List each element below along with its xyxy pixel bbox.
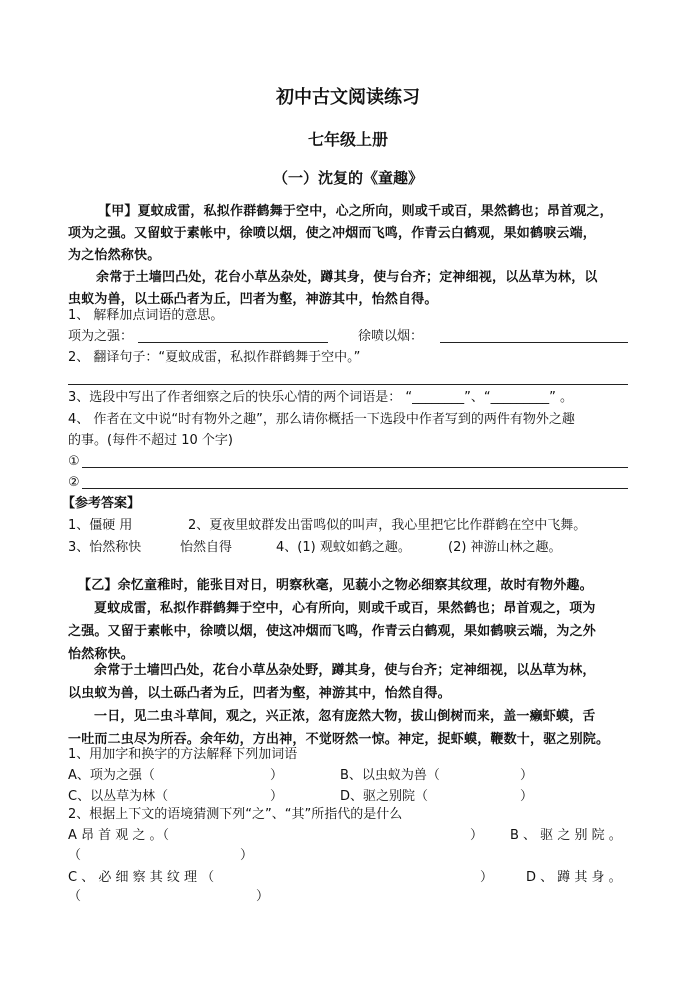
yi-q2-a: A 昂 首 观 之 。（ xyxy=(68,828,170,843)
answer-1: 1、僵硬 用 xyxy=(68,518,133,533)
yi-question-2: 2、根据上下文的语境猜测下列“之”、“其”所指代的是什么 xyxy=(68,807,403,822)
grade-subtitle: 七年级上册 xyxy=(307,130,388,149)
question-3: 3、选段中写出了作者细察之后的快乐心情的两个词语是： “________”、“_________” 。 xyxy=(68,390,573,405)
yi-passage-line: 一吐而二虫尽为所吞。余年幼，方出神，不觉呀然一惊。神定，捉虾蟆，鞭数十，驱之别院。 xyxy=(68,732,610,747)
yi-passage-line: 余常于土墙凹凸处，花台小草丛杂处野，蹲其身，使与台齐；定神细视，以丛草为林， xyxy=(94,663,596,678)
yi-q2-d: D 、 蹲 其 身 。 xyxy=(526,870,622,885)
answer-marker: ① xyxy=(68,454,80,469)
yi-passage-line: 以虫蚁为兽，以土砾凸者为丘，凹者为壑，神游其中，怡然自得。 xyxy=(68,686,451,701)
yi-q1-b-close: ） xyxy=(520,768,534,783)
answer-marker: ② xyxy=(68,475,80,490)
q1-term-a: 项为之强： xyxy=(68,329,134,344)
yi-q2-d-close: ） xyxy=(256,889,270,904)
answer-blank xyxy=(440,342,628,343)
jia-passage-line: 余常于土墙凹凸处，花台小草丛杂处，蹲其身，使与台齐；定神细视，以丛草为林，以 xyxy=(96,270,598,285)
yi-q2-b-open: （ xyxy=(68,848,82,863)
yi-passage-line: 夏蚊成雷，私拟作群鹤舞于空中，心有所向，则或千或百，果然鹤也；昂首观之，项为 xyxy=(94,601,596,616)
answer-blank xyxy=(138,342,328,343)
question-1: 1、 解释加点词语的意思。 xyxy=(68,308,224,323)
yi-q1-a: A、项为之强（ xyxy=(68,768,155,783)
answer-3b: 怡然自得 xyxy=(180,540,233,555)
question-4: 4、 作者在文中说“时有物外之趣”，那么请你概括一下选段中作者写到的两件有物外之趣 xyxy=(68,412,575,427)
jia-passage-line: 【甲】夏蚊成雷，私拟作群鹤舞于空中，心之所向，则或千或百，果然鹤也；昂首观之， xyxy=(98,204,613,219)
answer-2: 2、夏夜里蚊群发出雷鸣似的叫声，我心里把它比作群鹤在空中飞舞。 xyxy=(188,518,587,533)
yi-q1-b: B、以虫蚁为兽（ xyxy=(340,768,440,783)
yi-passage-line: 之强。又留于素帐中，徐喷以烟，使这冲烟而飞鸣，作青云白鹤观，果如鹤唳云端，为之外 xyxy=(68,624,597,639)
yi-q1-d: D、驱之别院（ xyxy=(340,789,429,804)
yi-q1-c-close: ） xyxy=(270,789,284,804)
question-2: 2、 翻译句子：“夏蚊成雷，私拟作群鹤舞于空中。” xyxy=(68,350,361,365)
question-4-cont: 的事。(每件不超过 10 个字) xyxy=(68,433,233,448)
answers-heading: 【参考答案】 xyxy=(62,496,141,511)
jia-passage-line: 为之怡然称快。 xyxy=(68,248,161,263)
yi-q1-a-close: ） xyxy=(270,768,284,783)
yi-question-1: 1、用加字和换字的方法解释下列加词语 xyxy=(68,747,298,762)
q1-term-b: 徐喷以烟： xyxy=(358,329,424,344)
page-title: 初中古文阅读练习 xyxy=(276,87,420,108)
yi-q2-d-open: （ xyxy=(68,889,82,904)
jia-passage-line: 虫蚁为兽，以土砾凸者为丘，凹者为壑，神游其中，怡然自得。 xyxy=(68,292,438,307)
yi-q1-c: C、以丛草为林（ xyxy=(68,789,169,804)
yi-passage-line: 怡然称快。 xyxy=(68,647,135,662)
yi-q2-b-close: ） xyxy=(240,848,254,863)
yi-q2-b: B 、 驱 之 别 院 。 xyxy=(510,828,622,843)
yi-q2-c: C 、 必 细 察 其 纹 理 （ xyxy=(68,870,215,885)
answer-blank xyxy=(82,488,628,489)
answer-4: 4、(1) 观蚊如鹤之趣。 xyxy=(276,540,411,555)
answer-4b: (2) 神游山林之趣。 xyxy=(448,540,562,555)
section-title: （一）沈复的《童趣》 xyxy=(272,169,423,187)
yi-passage-line: 【乙】余忆童稚时，能张目对日，明察秋毫，见藐小之物必细察其纹理，故时有物外趣。 xyxy=(78,578,593,593)
yi-q2-c-close: ） xyxy=(480,870,494,885)
yi-q2-a-close: ） xyxy=(470,828,484,843)
answer-blank xyxy=(82,467,628,468)
jia-passage-line: 项为之强。又留蚊于素帐中，徐喷以烟，使之冲烟而飞鸣，作青云白鹤观，果如鹤唳云端， xyxy=(68,226,597,241)
yi-q1-d-close: ） xyxy=(520,789,534,804)
yi-passage-line: 一日，见二虫斗草间，观之，兴正浓，忽有庞然大物，拔山倒树而来，盖一癞虾蟆，舌 xyxy=(94,709,596,724)
answer-3: 3、怡然称快 xyxy=(68,540,142,555)
answer-blank xyxy=(68,384,628,385)
